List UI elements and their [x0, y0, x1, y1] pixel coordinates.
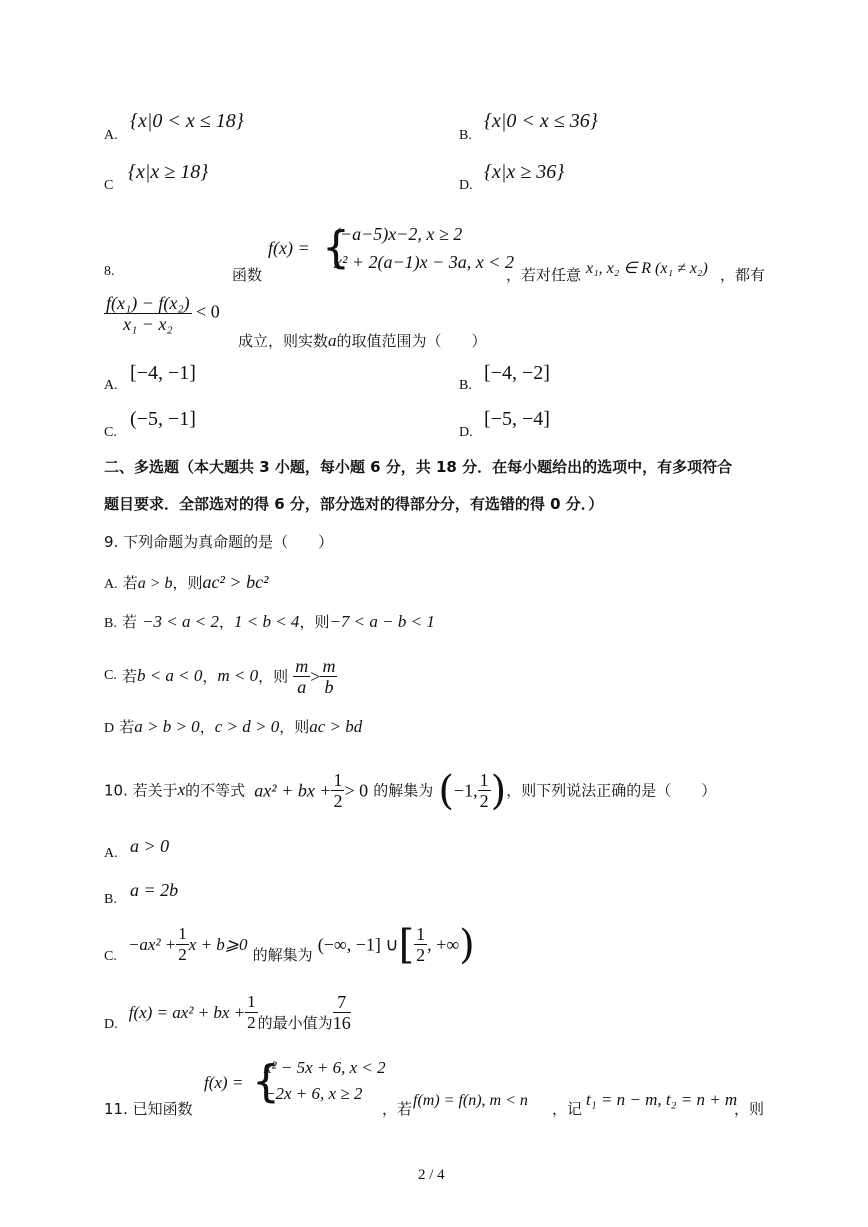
q8-option-a-math: [−4, −1]: [130, 362, 196, 384]
q10-option-c-frac-num: 1: [178, 924, 187, 944]
q8-frac-denominator: x₁ − x₂: [122, 314, 173, 334]
q9-option-a-mid: ，则: [172, 574, 203, 592]
q8-brace: {: [322, 222, 350, 273]
q10-option-d: [104, 992, 351, 1033]
q9-option-b-m3: −7 < a − b < 1: [329, 612, 435, 631]
q10-stem-var: x: [177, 780, 186, 800]
q8-number: 8.: [104, 264, 115, 279]
q11-mid1: ，若: [382, 1100, 413, 1118]
q7-option-d-label: D.: [459, 178, 473, 193]
q7-option-b-math: {x|0 < x ≤ 36}: [484, 110, 598, 132]
q8-option-b-label: B.: [459, 378, 472, 393]
q10-option-c-frac-den: 2: [178, 945, 187, 965]
q10-ineq-pre: ax² + bx +: [254, 780, 332, 800]
q10-stem-mid: 的不等式: [185, 781, 246, 800]
q9-option-c-label: C.: [104, 668, 117, 684]
q10-ineq-frac-num: 1: [333, 770, 343, 790]
page-number: 2 / 4: [418, 1167, 445, 1183]
q7-option-a-math: {x|0 < x ≤ 18}: [130, 110, 244, 132]
q11-case1: x² − 5x + 6, x < 2: [264, 1058, 386, 1077]
q9-option-b-sep: ，: [218, 613, 234, 631]
q9-option-c-frac2-num: m: [322, 656, 336, 676]
q9-option-d: [104, 716, 362, 737]
q10-stem: 10. 若关于x的不等式 ax² + bx + $\frac{1}{2}$ > 0 的解集为 (−1, $\frac{1}{2}$ )，则下列说法正确的是（ ）: [104, 767, 717, 814]
q8-f-lhs: f(x) =: [268, 238, 310, 258]
q9-option-c-frac2-den: b: [324, 677, 334, 697]
q9-stem: 9. 下列命题为真命题的是（ ）: [104, 533, 334, 551]
q8-tail-text: 成立，则实数: [238, 332, 329, 350]
q9-option-d-pre: 若: [119, 718, 135, 736]
q9-option-c-pre: 若: [121, 667, 137, 686]
q9-option-d-m2: c > d > 0: [214, 717, 280, 736]
q8-option-d-label: D.: [459, 425, 473, 440]
q9-option-b-m2: 1 < b < 4: [233, 612, 300, 631]
q9-option-a-label: A.: [104, 577, 118, 592]
q9-option-d-label: D: [104, 721, 115, 736]
q10-set-frac-num: 1: [479, 770, 489, 790]
q9-option-d-m1: a > b > 0: [134, 717, 200, 736]
q10-stem-mid2: 的解集为: [373, 781, 434, 800]
q9-option-c-frac1-den: a: [297, 677, 307, 697]
q8-tail: [238, 330, 487, 351]
q9-option-c-mid: ，则: [258, 667, 289, 686]
q10-option-b-math: a = 2b: [130, 880, 179, 900]
q10-option-d-value-den: 16: [332, 1013, 351, 1033]
q11-definitions: t₁ = n − m, t₂ = n + m: [586, 1090, 738, 1109]
q9-option-c-rel: >: [310, 666, 321, 686]
q9-option-c-m2: m < 0: [217, 666, 259, 686]
q10-set-pre: −1,: [453, 780, 478, 800]
q8-option-c-math: (−5, −1]: [130, 408, 196, 430]
q7-option-a-label: A.: [104, 128, 118, 143]
q10-option-c-set-frac-den: 2: [416, 945, 426, 965]
q9-option-d-m3: ac > bd: [309, 717, 363, 736]
q10-set-frac-den: 2: [479, 791, 489, 811]
q10-stem-pre: 10. 若关于: [104, 781, 178, 800]
q8-end-text: ，都有: [720, 266, 766, 284]
q10-ineq-post: > 0: [344, 780, 369, 800]
q9-option-b: [104, 611, 435, 632]
q8-case2: x² + 2(a−1)x − 3a, x < 2: [334, 252, 514, 272]
q11-stem-pre: 11. 已知函数: [104, 1100, 193, 1118]
q8-fraction: [104, 293, 220, 334]
q9-option-c-sep: ，: [202, 667, 218, 686]
q8-tail-text2: 的取值范围为（ ）: [336, 332, 487, 350]
q11-case2: −2x + 6, x ≥ 2: [264, 1084, 363, 1103]
q11-f-lhs: f(x) =: [204, 1073, 244, 1092]
q9-option-a-m1: a > b: [137, 575, 173, 592]
q10-option-c-set2: , +∞: [427, 934, 460, 954]
q10-option-c-label: C.: [104, 949, 117, 965]
q9-option-d-mid: ，则: [279, 718, 310, 736]
q9-option-a-pre: 若: [122, 574, 138, 592]
q11-end: ，则: [734, 1100, 765, 1118]
q10-option-c-set1: (−∞, −1] ∪: [317, 934, 399, 954]
q11-brace: {: [252, 1056, 280, 1107]
q10-option-d-value-num: 7: [333, 992, 351, 1013]
q10-option-d-frac-num: 1: [247, 992, 256, 1012]
q9-option-d-sep: ，: [199, 718, 215, 736]
q11-condition: f(m) = f(n), m < n: [413, 1092, 528, 1109]
q8-option-b-math: [−4, −2]: [484, 362, 550, 384]
q10-option-c-pre: −ax² +: [127, 934, 177, 954]
q8-func-word: 函数: [232, 266, 263, 284]
q8-frac-relation: < 0: [196, 301, 220, 322]
q10-option-c: C. −ax² + $\frac{1}{2}$ x + b⩾0 的解集为 (−∞, −1] ∪[ $\frac{1}{2}$ , +∞): [104, 921, 475, 968]
q7-option-d-math: {x|x ≥ 36}: [484, 161, 565, 183]
q8-case1: (−a−5)x−2, x ≥ 2: [334, 224, 463, 244]
q9-option-a: [104, 572, 268, 593]
q10-option-a-label: A.: [104, 846, 118, 861]
q10-option-d-pre: f(x) = ax² + bx +: [128, 1002, 246, 1022]
q8-option-d-math: [−5, −4]: [484, 408, 550, 430]
q8-condition: x₁, x₂ ∈ R (x₁ ≠ x₂): [586, 260, 708, 277]
q10-option-a-math: a > 0: [130, 836, 170, 856]
q9-option-b-mid: ，则: [299, 613, 330, 631]
q9-option-c: [104, 656, 337, 697]
q10-ineq-frac-den: 2: [333, 791, 343, 811]
q7-option-c-label: C: [104, 178, 114, 193]
q7-option-c-math: {x|x ≥ 18}: [128, 161, 209, 183]
q10-option-d-frac-den: 2: [247, 1013, 256, 1033]
q9-option-a-m2: ac² > bc²: [202, 572, 269, 592]
q8-tail-var: a: [328, 331, 337, 350]
section-heading-line1: 二、多选题（本大题共 3 小题，每小题 6 分，共 18 分．在每小题给出的选项中，有多项符合: [104, 458, 733, 476]
q9-option-b-m1: −3 < a < 2: [142, 612, 219, 631]
q10-option-c-set-frac-num: 1: [416, 924, 426, 944]
q8-mid-text: ，若对任意: [506, 266, 582, 284]
q10-option-b-label: B.: [104, 892, 117, 907]
q10-option-c-post: x + b⩾0: [188, 934, 248, 954]
q8-frac-numerator: f(x₁) − f(x₂): [106, 293, 190, 313]
section-heading-line2: 题目要求．全部选对的得 6 分，部分选对的得部分分，有选错的得 0 分．）: [104, 495, 604, 513]
q10-option-d-mid: 的最小值为: [257, 1014, 333, 1033]
q7-option-b-label: B.: [459, 128, 472, 143]
q9-option-b-label: B.: [104, 616, 117, 631]
q9-option-b-pre: 若: [121, 613, 137, 631]
q8-option-a-label: A.: [104, 378, 118, 393]
q10-option-c-mid: 的解集为: [252, 946, 313, 965]
q10-stem-end: ，则下列说法正确的是（ ）: [506, 781, 717, 800]
q8-option-c-label: C.: [104, 425, 117, 440]
q10-option-d-label: D.: [104, 1017, 118, 1033]
q11-mid2: ，记: [552, 1100, 583, 1118]
q9-option-c-frac1-num: m: [295, 656, 309, 676]
q9-option-c-m1: b < a < 0: [136, 666, 203, 686]
